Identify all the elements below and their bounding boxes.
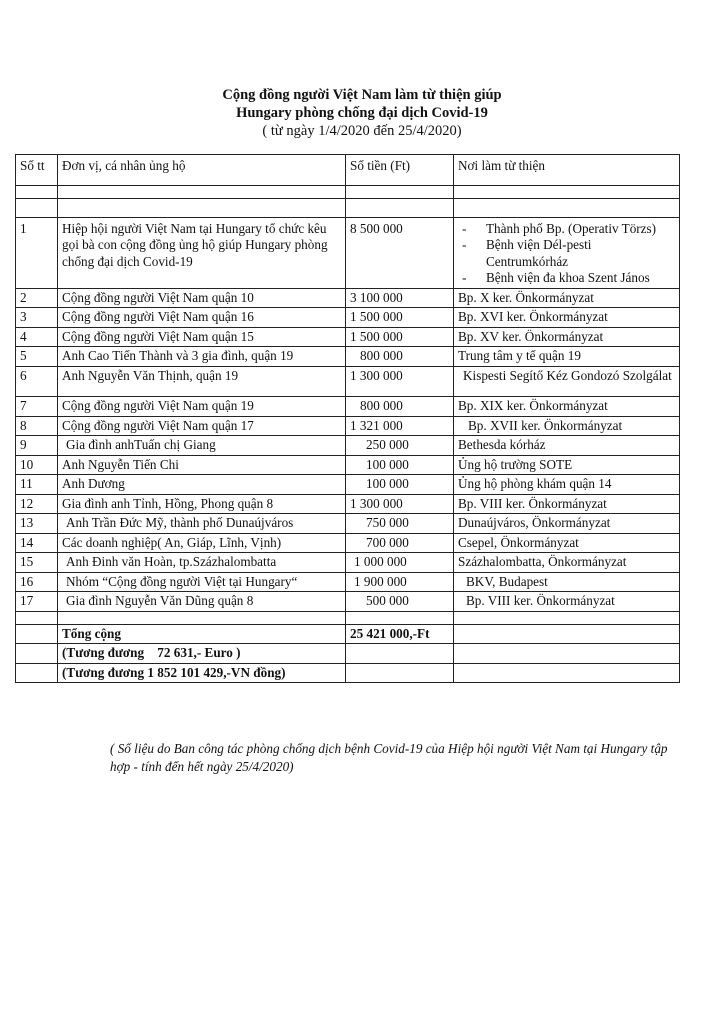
table-row <box>16 514 680 534</box>
row-amount: 3 100 000 <box>346 288 454 308</box>
equiv-euro-row <box>16 644 680 664</box>
table-row <box>16 217 680 288</box>
row-name: Anh Trần Đức Mỹ, thành phố Dunaújváros <box>58 514 346 534</box>
row-place: Százhalombatta, Önkormányzat <box>454 553 680 573</box>
table-row <box>16 533 680 553</box>
row-no: 10 <box>16 455 58 475</box>
row-place: Bp. XV ker. Önkormányzat <box>454 327 680 347</box>
row-no: 9 <box>16 436 58 456</box>
row-place: Bp. VIII ker. Önkormányzat <box>454 592 680 612</box>
row-amount: 100 000 <box>346 455 454 475</box>
row-no: 3 <box>16 308 58 328</box>
header-place: Nơi làm từ thiện <box>454 155 680 186</box>
table-row <box>16 455 680 475</box>
row-place: Dunaújváros, Önkormányzat <box>454 514 680 534</box>
header-no: Số tt <box>16 155 58 186</box>
place-list-item: - Bệnh viện Dél-pesti Centrumkórház <box>482 237 675 270</box>
row-name: Gia đình anh Tỉnh, Hồng, Phong quận 8 <box>58 494 346 514</box>
row-no: 8 <box>16 416 58 436</box>
place-list-item: - Bệnh viện đa khoa Szent János <box>482 270 675 287</box>
row-no: 13 <box>16 514 58 534</box>
title-line-1: Cộng đồng người Việt Nam làm từ thiện giúp <box>222 87 502 103</box>
row-no: 15 <box>16 553 58 573</box>
row-name: Anh Nguyễn Tiến Chi <box>58 455 346 475</box>
row-amount: 1 500 000 <box>346 308 454 328</box>
total-row <box>16 624 680 644</box>
row-amount: 500 000 <box>346 592 454 612</box>
row-amount: 1 000 000 <box>346 553 454 573</box>
table-row <box>16 397 680 417</box>
row-place: Bethesda kórház <box>454 436 680 456</box>
row-amount: 1 500 000 <box>346 327 454 347</box>
row-no: 2 <box>16 288 58 308</box>
table-row <box>16 553 680 573</box>
equiv-vnd-row <box>16 663 680 683</box>
place-list <box>458 221 675 287</box>
row-name: Cộng đồng người Việt Nam quận 19 <box>58 397 346 417</box>
row-no: 12 <box>16 494 58 514</box>
row-place: Bp. VIII ker. Önkormányzat <box>454 494 680 514</box>
row-amount: 1 300 000 <box>346 366 454 397</box>
row-place: Kispesti Segítő Kéz Gondozó Szolgálat <box>454 366 680 397</box>
row-name: Anh Đinh văn Hoàn, tp.Százhalombatta <box>58 553 346 573</box>
row-no: 1 <box>16 217 58 288</box>
table-row <box>16 347 680 367</box>
blank-row <box>16 611 680 624</box>
row-amount: 8 500 000 <box>346 217 454 288</box>
table-row <box>16 288 680 308</box>
row-place: Trung tâm y tế quận 19 <box>454 347 680 367</box>
table-row <box>16 572 680 592</box>
row-place: Bp. XVII ker. Önkormányzat <box>454 416 680 436</box>
row-name: Cộng đồng người Việt Nam quận 16 <box>58 308 346 328</box>
row-name: Nhóm “Cộng đồng người Việt tại Hungary“ <box>58 572 346 592</box>
row-place <box>454 217 680 288</box>
header-name: Đơn vị, cá nhân ủng hộ <box>58 155 346 186</box>
row-no: 7 <box>16 397 58 417</box>
total-label: Tổng cộng <box>58 624 346 644</box>
row-place: Ủng hộ phòng khám quận 14 <box>454 475 680 495</box>
table-row <box>16 494 680 514</box>
row-amount: 800 000 <box>346 347 454 367</box>
equiv-euro: (Tương đương 72 631,- Euro ) <box>58 644 346 664</box>
row-amount: 1 300 000 <box>346 494 454 514</box>
total-amount: 25 421 000,-Ft <box>346 624 454 644</box>
row-name: Hiệp hội người Việt Nam tại Hungary tổ chức kêu gọi bà con cộng đồng ủng hộ giúp Hungary phòng chống đại dịch Covid-19 <box>58 217 346 288</box>
row-name: Anh Nguyễn Văn Thịnh, quận 19 <box>58 366 346 397</box>
table-row <box>16 436 680 456</box>
document-header <box>0 86 724 140</box>
row-name: Các doanh nghiệp( An, Giáp, Lĩnh, Vịnh) <box>58 533 346 553</box>
row-amount: 1 900 000 <box>346 572 454 592</box>
row-name: Gia đình Nguyễn Văn Dũng quận 8 <box>58 592 346 612</box>
row-no: 14 <box>16 533 58 553</box>
row-place: Ủng hộ trường SOTE <box>454 455 680 475</box>
row-place: Bp. XVI ker. Önkormányzat <box>454 308 680 328</box>
table-row <box>16 592 680 612</box>
row-place: Bp. X ker. Önkormányzat <box>454 288 680 308</box>
donations-table <box>15 154 680 683</box>
source-note: ( Số liệu do Ban công tác phòng chống dịch bệnh Covid-19 của Hiệp hội người Việt Nam tại Hungary tập hợp - tính đến hết ngày 25/4/2020) <box>110 741 668 774</box>
equiv-vnd: (Tương đương 1 852 101 429,-VN đồng) <box>58 663 346 683</box>
table-header-row <box>16 155 680 186</box>
row-place: BKV, Budapest <box>454 572 680 592</box>
title-line-2: Hungary phòng chống đại dịch Covid-19 <box>236 105 488 121</box>
table-row <box>16 327 680 347</box>
row-no: 4 <box>16 327 58 347</box>
row-name: Cộng đồng người Việt Nam quận 17 <box>58 416 346 436</box>
table-row <box>16 475 680 495</box>
row-no: 5 <box>16 347 58 367</box>
date-range: ( từ ngày 1/4/2020 đến 25/4/2020) <box>262 123 462 139</box>
row-amount: 1 321 000 <box>346 416 454 436</box>
row-amount: 100 000 <box>346 475 454 495</box>
row-no: 11 <box>16 475 58 495</box>
row-place: Bp. XIX ker. Önkormányzat <box>454 397 680 417</box>
row-amount: 750 000 <box>346 514 454 534</box>
row-name: Cộng đồng người Việt Nam quận 10 <box>58 288 346 308</box>
table-row <box>16 308 680 328</box>
header-amount: Số tiền (Ft) <box>346 155 454 186</box>
row-amount: 700 000 <box>346 533 454 553</box>
row-name: Anh Dương <box>58 475 346 495</box>
place-list-item: - Thành phố Bp. (Operativ Törzs) <box>482 221 675 238</box>
row-amount: 250 000 <box>346 436 454 456</box>
row-name: Anh Cao Tiến Thành và 3 gia đình, quận 19 <box>58 347 346 367</box>
row-place: Csepel, Önkormányzat <box>454 533 680 553</box>
table-row <box>16 416 680 436</box>
row-amount: 800 000 <box>346 397 454 417</box>
blank-row <box>16 185 680 198</box>
row-no: 6 <box>16 366 58 397</box>
row-name: Cộng đồng người Việt Nam quận 15 <box>58 327 346 347</box>
blank-row <box>16 198 680 217</box>
row-name: Gia đình anhTuấn chị Giang <box>58 436 346 456</box>
row-no: 17 <box>16 592 58 612</box>
table-row <box>16 366 680 397</box>
row-no: 16 <box>16 572 58 592</box>
